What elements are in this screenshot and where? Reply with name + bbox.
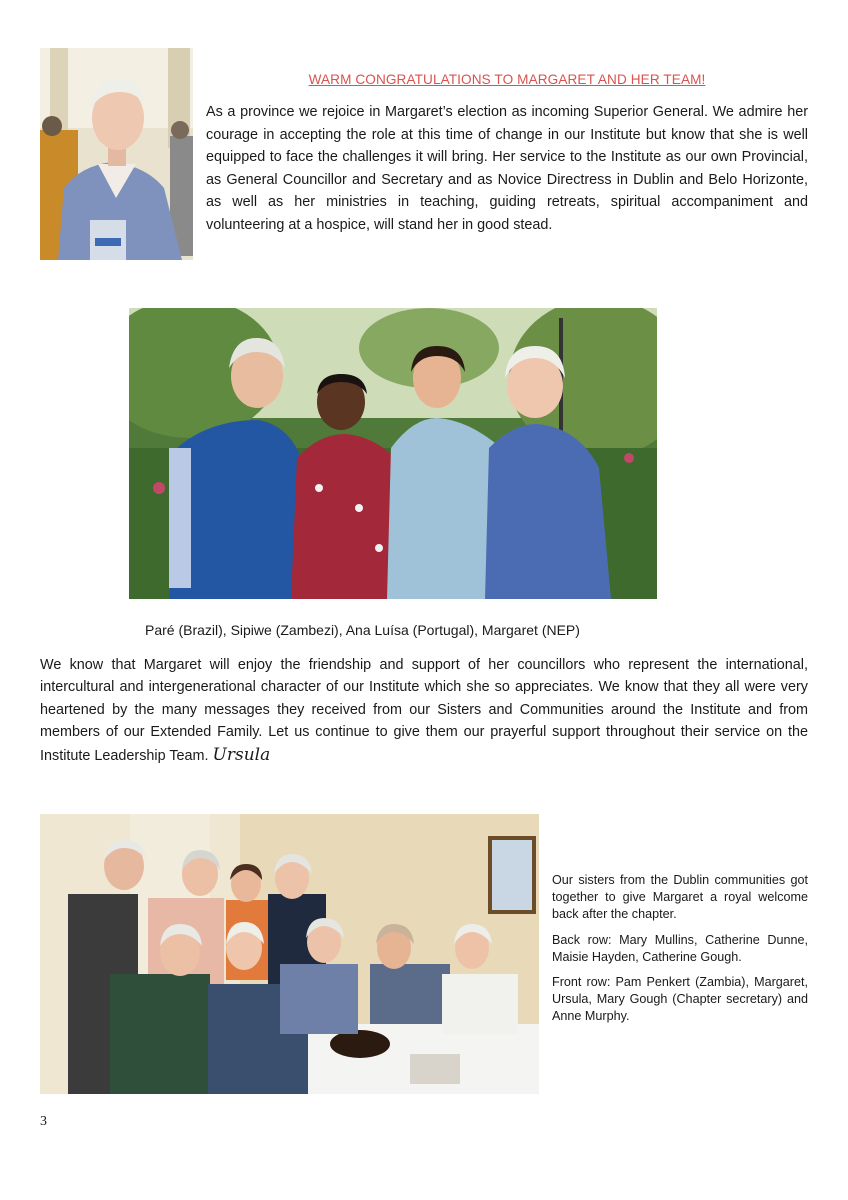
caption-intro: Our sisters from the Dublin communities got together to give Margaret a royal welcome back after the chapter. [552,873,808,922]
body-paragraph [40,654,808,767]
signature: Ursula [212,744,271,765]
page-number: 3 [40,1114,47,1129]
body-text: We know that Margaret will enjoy the friendship and support of her councillors who represent the international, intercultural and intergenerational character of our Institute which she so appreciates. We know that they all were very heartened by the many messages they received from our Sisters and Communities around the Institute and from members of our Extended Family. Let us continue to give them our prayerful support throughout their service on the Institute Leadership Team. [40,657,808,764]
intro-paragraph: As a province we rejoice in Margaret’s election as incoming Superior General. We admire her courage in accepting the role at this time of change in our Institute but know that she is well equipped to face the challenges it will bring. Her service to the Institute as our own Provincial, as General Councillor and Secretary and as Novice Directress in Dublin and Belo Horizonte, as well as her ministries in teaching, guiding retreats, spiritual accompaniment and volunteering at a hospice, will stand her in good stead. [206,104,808,233]
dublin-welcome-photo [40,814,539,1094]
caption-back-row: Back row: Mary Mullins, Catherine Dunne, Maisie Hayden, Catherine Gough. [552,932,808,964]
leadership-team-photo [129,308,657,599]
portrait-photo [40,48,193,260]
group-photo-caption: Paré (Brazil), Sipiwe (Zambezi), Ana Luísa (Portugal), Margaret (NEP) [145,622,580,638]
article-heading: WARM CONGRATULATIONS TO MARGARET AND HER TEAM! [308,72,706,87]
dublin-photo-caption [552,872,808,1034]
caption-front-row: Front row: Pam Penkert (Zambia), Margaret, Ursula, Mary Gough (Chapter secretary) and Anne Murphy. [552,975,808,1024]
